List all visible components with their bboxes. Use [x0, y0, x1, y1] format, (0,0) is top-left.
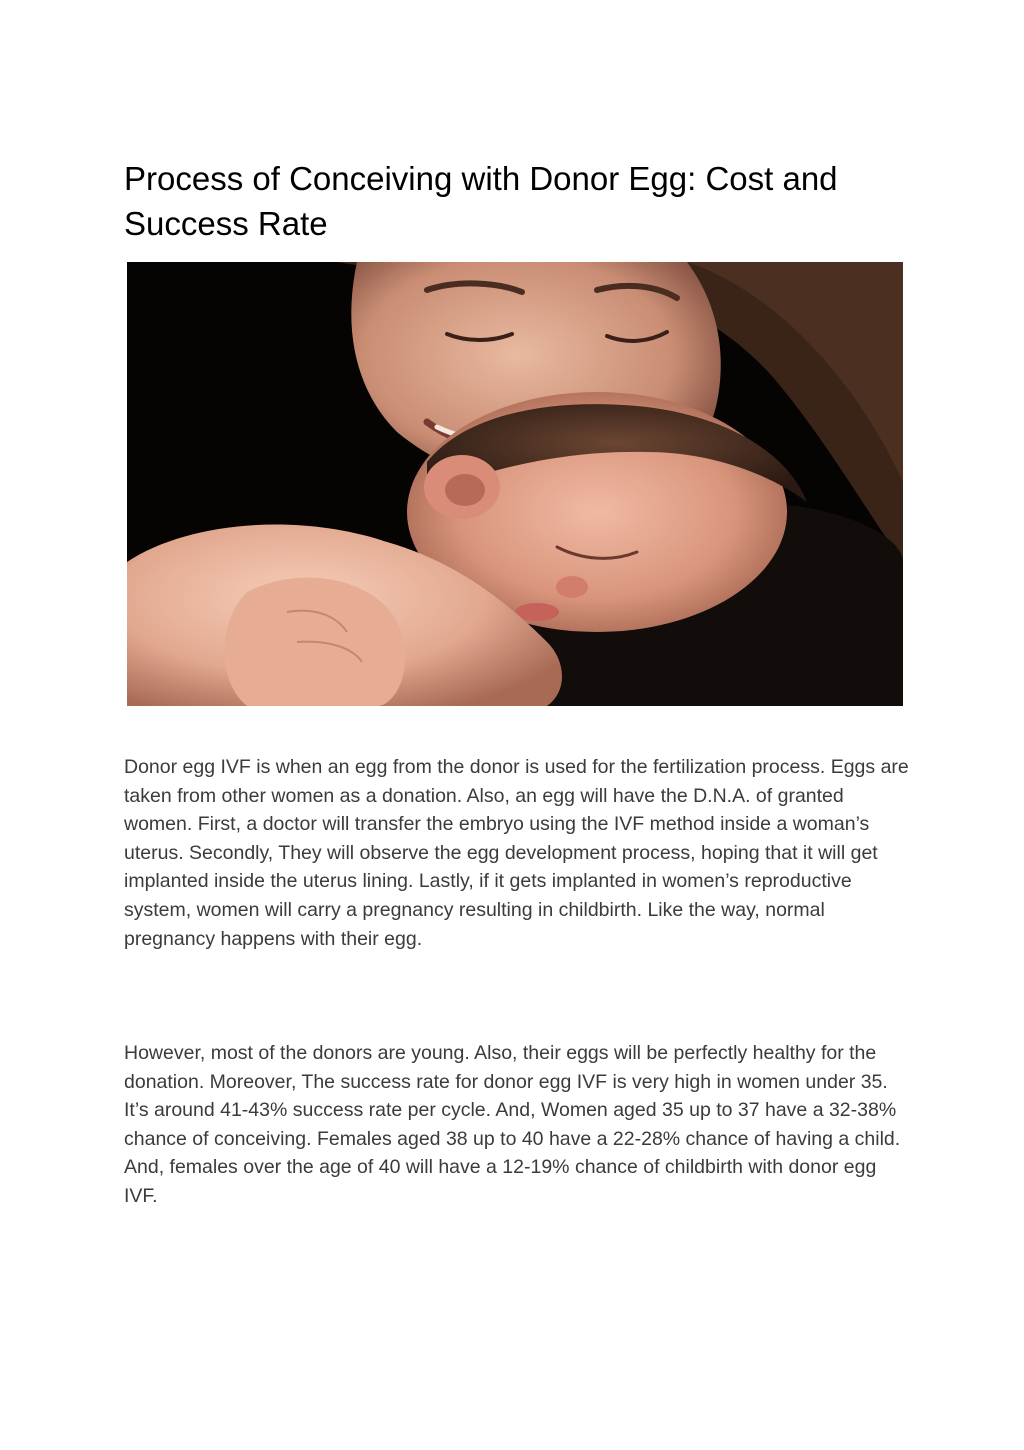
paragraph-donor-egg-ivf: Donor egg IVF is when an egg from the donor is used for the fertilization process. Eggs are taken from other women as a donation. Also, an egg will have the D.N.A. of granted women. First, a doctor will transfer the embryo using the IVF method inside a woman’s uterus. Secondly, They will observe the egg development process, hoping that it will get implanted inside the uterus lining. Lastly, if it gets implanted in women’s reproductive system, women will carry a pregnancy resulting in childbirth. Like the way, normal pregnancy happens with their egg.	[124, 756, 909, 950]
paragraph-success-rate: However, most of the donors are young. Also, their eggs will be perfectly healthy for the donation. Moreover, The success rate for donor egg IVF is very high in women under 35. It’s around 41-43% success rate per cycle. And, Women aged 35 up to 37 have a 32-38% chance of conceiving. Females aged 38 up to 40 have a 22-28% chance of having a child. And, females over the age of 40 will have a 12-19% chance of childbirth with donor egg IVF.	[124, 1042, 901, 1207]
photo-illustration	[127, 262, 903, 706]
mother-holding-newborn-photo	[127, 262, 903, 706]
page-title: Process of Conceiving with Donor Egg: Cost and Success Rate	[124, 160, 838, 242]
